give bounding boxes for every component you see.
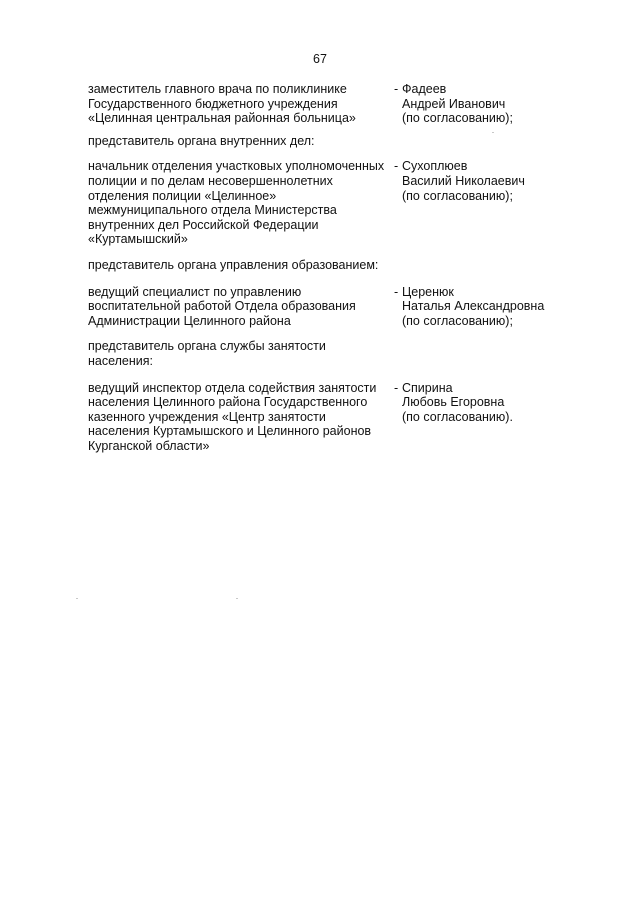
member-entry-fadeev xyxy=(88,82,558,126)
member-entry-sukhoplyuev xyxy=(88,159,558,247)
member-given-names: Наталья Александровна xyxy=(402,299,545,314)
member-given-names: Василий Николаевич xyxy=(402,173,525,188)
member-note: (по согласованию); xyxy=(402,111,513,126)
scan-speck xyxy=(236,598,238,599)
position-line: полиции и по делам несовершеннолетних xyxy=(88,173,333,188)
dash: - xyxy=(394,284,399,299)
member-entry-tserenyuk xyxy=(88,285,558,329)
position-line: заместитель главного врача по поликлинике xyxy=(88,82,347,96)
dash: - xyxy=(394,82,399,96)
position-line: Администрации Целинного района xyxy=(88,313,291,328)
position-line: воспитательной работой Отдела образования xyxy=(88,299,356,314)
member-entry-spirina xyxy=(88,381,558,454)
position-line: населения Куртамышского и Целинного районов xyxy=(88,424,372,439)
member-person xyxy=(394,159,558,203)
position-line: отделения полиции «Целинное» xyxy=(88,188,277,203)
scan-speck xyxy=(76,598,78,599)
position-line: ведущий инспектор отдела содействия занятости xyxy=(88,380,377,395)
member-position xyxy=(88,159,394,247)
member-note: (по согласованию); xyxy=(402,188,513,203)
member-person xyxy=(394,82,558,126)
position-line: межмуниципального отдела Министерства xyxy=(88,203,337,218)
dash: - xyxy=(394,159,399,174)
member-person xyxy=(394,285,558,329)
member-surname: Спирина xyxy=(402,380,453,395)
position-line: населения Целинного района Государственного xyxy=(88,395,368,410)
member-surname: Церенюк xyxy=(402,284,454,299)
section-heading: представитель органа службы занятости xyxy=(88,339,326,354)
section-heading: представитель органа внутренних дел: xyxy=(88,133,315,148)
dash: - xyxy=(394,380,399,395)
member-given-names: Любовь Егоровна xyxy=(402,395,505,410)
position-line: «Куртамышский» xyxy=(88,232,188,247)
position-line: Курганской области» xyxy=(88,438,210,453)
document-body xyxy=(88,82,558,453)
member-given-names: Андрей Иванович xyxy=(402,96,506,111)
position-line: Государственного бюджетного учреждения xyxy=(88,96,338,111)
member-position xyxy=(88,285,394,329)
member-position xyxy=(88,82,394,126)
position-line: внутренних дел Российской Федерации xyxy=(88,217,319,232)
page-number: 67 xyxy=(313,52,327,66)
position-line: ведущий специалист по управлению xyxy=(88,284,302,299)
section-heading: представитель органа управления образованием: xyxy=(88,257,379,272)
member-position xyxy=(88,381,394,454)
scan-speck xyxy=(492,132,494,133)
position-line: «Целинная центральная районная больница» xyxy=(88,111,356,126)
member-surname: Фадеев xyxy=(402,82,447,96)
member-note: (по согласованию). xyxy=(402,409,513,424)
member-surname: Сухоплюев xyxy=(402,159,468,174)
member-note: (по согласованию); xyxy=(402,313,513,328)
member-person xyxy=(394,381,558,425)
position-line: начальник отделения участковых уполномоченных xyxy=(88,159,385,174)
section-heading: населения: xyxy=(88,353,154,368)
position-line: казенного учреждения «Центр занятости xyxy=(88,409,326,424)
